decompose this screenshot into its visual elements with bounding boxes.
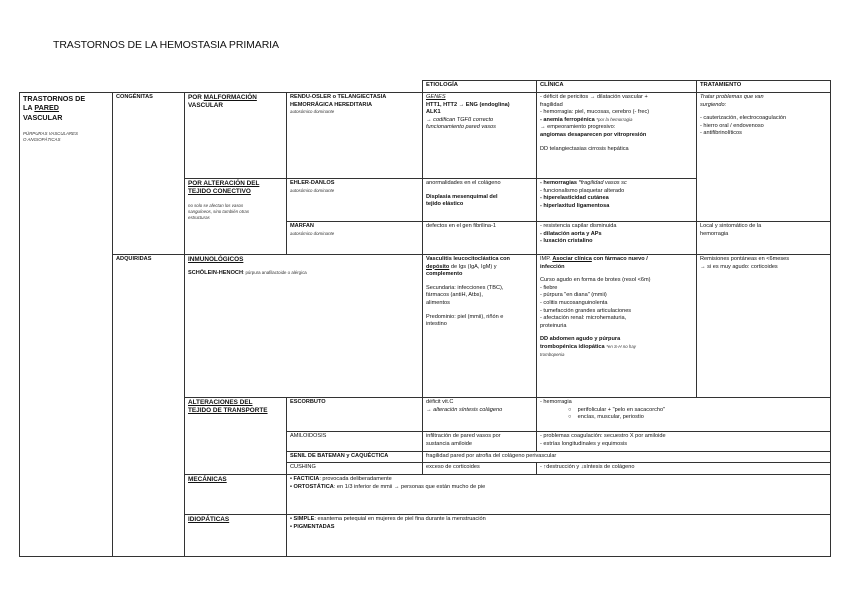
malformacion-cell	[185, 93, 287, 179]
inmuno-cl-11b: *en S-H no hay	[606, 343, 636, 349]
rendu-cl-4b: *por la hemorragia	[596, 116, 633, 122]
ehler-et-1: anormalidades en el colágeno	[426, 180, 501, 186]
malformacion-t1b: MALFORMACIÓN	[203, 94, 257, 101]
transporte-cell	[185, 398, 287, 475]
conectivo-n2: sanguíneos, sino también otras	[188, 208, 250, 214]
hemostasia-table	[19, 80, 831, 557]
main-line-2b: PARED	[34, 103, 59, 113]
inmuno-sch2: : púrpura anafilactoide o alérgica	[243, 270, 307, 276]
rendu-cl-4a: - anemia ferropénica	[540, 116, 597, 123]
inmuno-et-8: intestino	[426, 321, 447, 328]
marfan-name: MARFAN	[290, 223, 314, 229]
mecanicas-l1b: : provocada deliberadamente	[319, 476, 392, 482]
inmuno-cl-2: infección	[540, 263, 565, 270]
ehler-et-3: tejido elástico	[426, 201, 464, 208]
cushing-name: CUSHING	[287, 463, 423, 475]
amiloidosis-clinica	[537, 432, 831, 452]
inmuno-et-2a: depósito	[426, 263, 450, 270]
inmuno-cl-9: proteinuria	[540, 322, 567, 329]
congenitas-label: CONGÉNITAS	[113, 93, 185, 255]
rendu-tratamiento	[697, 93, 831, 222]
ehler-herencia: autosómico dominante	[290, 187, 335, 193]
rendu-et-5: funcionamiento pared vasos	[426, 124, 496, 131]
malformacion-t1a: POR	[188, 94, 204, 101]
adquiridas-label: ADQUIRIDAS	[113, 255, 185, 557]
inmuno-cl-3: Curso agudo en forma de brotes (resol <6m)	[540, 277, 651, 284]
rendu-cl-7: DD telangiectasias cirrosis hepática	[540, 145, 629, 152]
main-line-3: VASCULAR	[23, 112, 63, 122]
rendu-tr-5: - antifibrinolíticos	[700, 130, 742, 137]
rendu-et-3: ALK1	[426, 109, 441, 116]
inmuno-cl-11a: trombopénica idiopática	[540, 343, 607, 350]
header-etiologia: ETIOLOGÍA	[423, 81, 537, 93]
marfan-cl-3: - luxación cristalino	[540, 238, 593, 245]
bullet-icon-2: ○	[568, 414, 572, 421]
ehler-et-2: Displasia mesenquimal del	[426, 193, 498, 200]
amiloidosis-cl-1: - problemas coagulación: secuestro X por amiloide	[540, 433, 666, 439]
mecanicas-cell	[185, 475, 287, 515]
inmuno-cl-10: DD abdomen agudo y púrpura	[540, 336, 621, 343]
marfan-tratamiento	[697, 222, 831, 255]
conectivo-t1: POR ALTERACIÓN DEL	[188, 180, 260, 187]
rendu-name-cell	[287, 93, 423, 179]
cushing-etiologia: exceso de corticoides	[423, 463, 537, 475]
inmuno-sch1: SCHÖLEIN-HENOCH	[188, 270, 244, 277]
rendu-cl-6: angiomas desaparecen por vitropresión	[540, 131, 647, 138]
inmuno-cl-8: - afectación renal: microhematuria,	[540, 315, 627, 322]
inmuno-cl-6: - colitis mucosanguinolenta	[540, 299, 608, 306]
marfan-etiologia: defectos en el gen fibrilina-1	[423, 222, 537, 255]
idiopaticas-cell	[185, 515, 287, 557]
rendu-cl-3: - hemorragia: piel, mucosas, cerebro (- frec)	[540, 109, 650, 116]
inmuno-cl-1b: Asociar clínica	[552, 256, 592, 262]
inmuno-cl-5: - púrpura "en diana" (mmii)	[540, 292, 607, 299]
conectivo-n1: no solo se afectan los vasos	[188, 202, 244, 208]
ehler-cl-3: - hiperelasticidad cutánea	[540, 195, 609, 202]
inmuno-cell	[185, 255, 423, 398]
ehler-name: EHLER-DANLOS	[290, 180, 335, 186]
inmuno-tr-2: → si es muy agudo: corticoides	[700, 263, 778, 270]
senil-name: SENIL DE BATEMAN y CAQUÉCTICA	[287, 452, 423, 463]
header-clinica: CLÍNICA	[537, 81, 697, 93]
rendu-cl-1: - déficit de pericitos → dilatación vascular +	[540, 94, 648, 100]
row-rendu-osler	[20, 93, 831, 179]
inmuno-tratamiento	[697, 255, 831, 398]
inmuno-cl-4: - fiebre	[540, 284, 558, 291]
bullet-icon-1: ○	[568, 406, 572, 413]
rendu-et-1: GENES	[426, 94, 446, 100]
escorbuto-cl-3: encías, muscular, periostio	[577, 414, 644, 421]
amiloidosis-et-2: sustancia amiloide	[426, 440, 473, 447]
main-sub-2: O ANGIOPÁTICAS	[23, 137, 61, 143]
ehler-etiologia	[423, 179, 537, 222]
mecanicas-l2b: : en 1/3 inferior de mmii → personas que están mucho de pie	[333, 483, 486, 490]
main-sub-1: PÚRPURAS VASCULARES	[23, 131, 78, 137]
transporte-t2: TEJIDO DE TRANSPORTE	[188, 407, 268, 415]
rendu-tr-3: - cauterización, electrocoagulación	[700, 115, 787, 122]
rendu-clinica	[537, 93, 697, 179]
idiopaticas-text	[287, 515, 831, 557]
marfan-tr-1: Local y sintomático de la	[700, 223, 762, 229]
rendu-tr-4: - hierro oral / endovenoso	[700, 122, 764, 129]
mecanicas-t1: MECÁNICAS	[188, 476, 227, 483]
escorbuto-name: ESCORBUTO	[287, 398, 423, 432]
inmuno-cl-1c: con fármaco nuevo /	[591, 256, 648, 262]
inmuno-tr-1: Remisiones pontáneas en <6meses	[700, 256, 790, 262]
marfan-clinica	[537, 222, 697, 255]
rendu-tr-1: Tratar problemas que van	[700, 94, 764, 100]
conectivo-n3: estructuras	[188, 214, 210, 220]
inmuno-et-7: Predominio: piel (mmii), riñón e	[426, 313, 504, 320]
amiloidosis-cl-2: - estrías longitudinales y equimosis	[540, 440, 628, 447]
ehler-clinica	[537, 179, 697, 222]
marfan-tr-2: hemorragia	[700, 230, 729, 237]
transporte-t1: ALTERACIONES DEL	[188, 399, 253, 406]
idiopaticas-l2: • PIGMENTADAS	[290, 523, 335, 530]
escorbuto-et-1: déficit vit.C	[426, 399, 454, 405]
inmuno-et-1: Vasculitis leucocitoclástica con	[426, 256, 510, 262]
conectivo-t2: TEJIDO CONECTIVO	[188, 188, 251, 196]
malformacion-t2: VASCULAR	[188, 102, 224, 110]
rendu-cl-2: fragilidad	[540, 101, 563, 108]
marfan-herencia: autosómico dominante	[290, 230, 335, 236]
ehler-name-cell	[287, 179, 423, 222]
mecanicas-l1a: • FACTICIA	[290, 476, 320, 482]
main-category-cell	[20, 93, 113, 557]
header-row	[20, 81, 831, 93]
amiloidosis-etiologia	[423, 432, 537, 452]
rendu-herencia: autosómico dominante	[290, 109, 335, 115]
cushing-clinica: - ↑destrucción y ↓síntesis de colágeno	[537, 463, 831, 475]
inmuno-etiologia	[423, 255, 537, 398]
main-line-2a: LA	[23, 103, 35, 113]
inmuno-cl-7: - tumefacción grandes articulaciones	[540, 307, 632, 314]
rendu-cl-5: → empeoramiento progresivo:	[540, 124, 616, 131]
header-blank	[20, 81, 423, 93]
rendu-etiologia	[423, 93, 537, 179]
rendu-et-2: HTT1, HTT2 → ENG (endoglina)	[426, 101, 510, 108]
idiopaticas-t1: IDIOPÁTICAS	[188, 516, 230, 523]
rendu-name-1: RENDU-OSLER o TELANGIECTASIA	[290, 94, 387, 100]
row-inmunologicos	[20, 255, 831, 398]
inmuno-et-3: complemento	[426, 271, 463, 278]
ehler-cl-4: - hiperlaxitud ligamentosa	[540, 202, 610, 209]
amiloidosis-et-1: infiltración de pared vasos por	[426, 433, 501, 439]
amiloidosis-name: AMILOIDOSIS	[287, 432, 423, 452]
page-title: TRASTORNOS DE LA HEMOSTASIA PRIMARIA	[53, 39, 279, 51]
escorbuto-clinica	[537, 398, 831, 432]
inmuno-et-6: alimentos	[426, 299, 450, 306]
inmuno-clinica	[537, 255, 697, 398]
marfan-cl-2: - dilatación aorta y APs	[540, 230, 602, 237]
marfan-name-cell	[287, 222, 423, 255]
ehler-cl-1b: *fragilidad vasos sc	[578, 180, 627, 186]
idiopaticas-l1a: • SIMPLE	[290, 516, 315, 522]
escorbuto-etiologia	[423, 398, 537, 432]
senil-text: fragilidad pared por atrofia del colágeno perivascular	[423, 452, 831, 463]
rendu-name-2: HEMORRÁGICA HEREDITARIA	[290, 101, 373, 108]
mecanicas-l2a: • ORTOSTÁTICA	[290, 483, 334, 490]
inmuno-t1: INMUNOLÓGICOS	[188, 256, 244, 263]
inmuno-et-2b: de Igs (IgA, IgM) y	[449, 263, 497, 270]
rendu-et-4: → codifican TGFß correcto	[426, 116, 494, 123]
inmuno-cl-1a: IMP.	[540, 256, 553, 262]
header-tratamiento: TRATAMIENTO	[697, 81, 831, 93]
escorbuto-et-2: → alteración síntesis colágeno	[426, 406, 503, 413]
inmuno-et-4: Secundaria: infecciones (TBC),	[426, 284, 504, 291]
escorbuto-cl-2: perifolicular + "pelo en sacacorcho"	[577, 406, 666, 413]
mecanicas-text	[287, 475, 831, 515]
conectivo-cell	[185, 179, 287, 255]
idiopaticas-l1b: : exantema petequial en mujeres de piel fina durante la menstruación	[314, 516, 486, 522]
main-line-1: TRASTORNOS DE	[23, 94, 86, 103]
inmuno-cl-12: trombopenia	[540, 351, 565, 357]
escorbuto-cl-1: - hemorragia	[540, 399, 572, 405]
ehler-cl-2: - funcionalismo plaquetar alterado	[540, 187, 625, 194]
ehler-cl-1a: - hemorragias	[540, 180, 579, 186]
marfan-cl-1: - resistencia capilar disminuida	[540, 223, 617, 229]
inmuno-et-5: fármacos (antiH, Atbs),	[426, 292, 483, 299]
rendu-tr-2: surgiendo:	[700, 101, 727, 108]
